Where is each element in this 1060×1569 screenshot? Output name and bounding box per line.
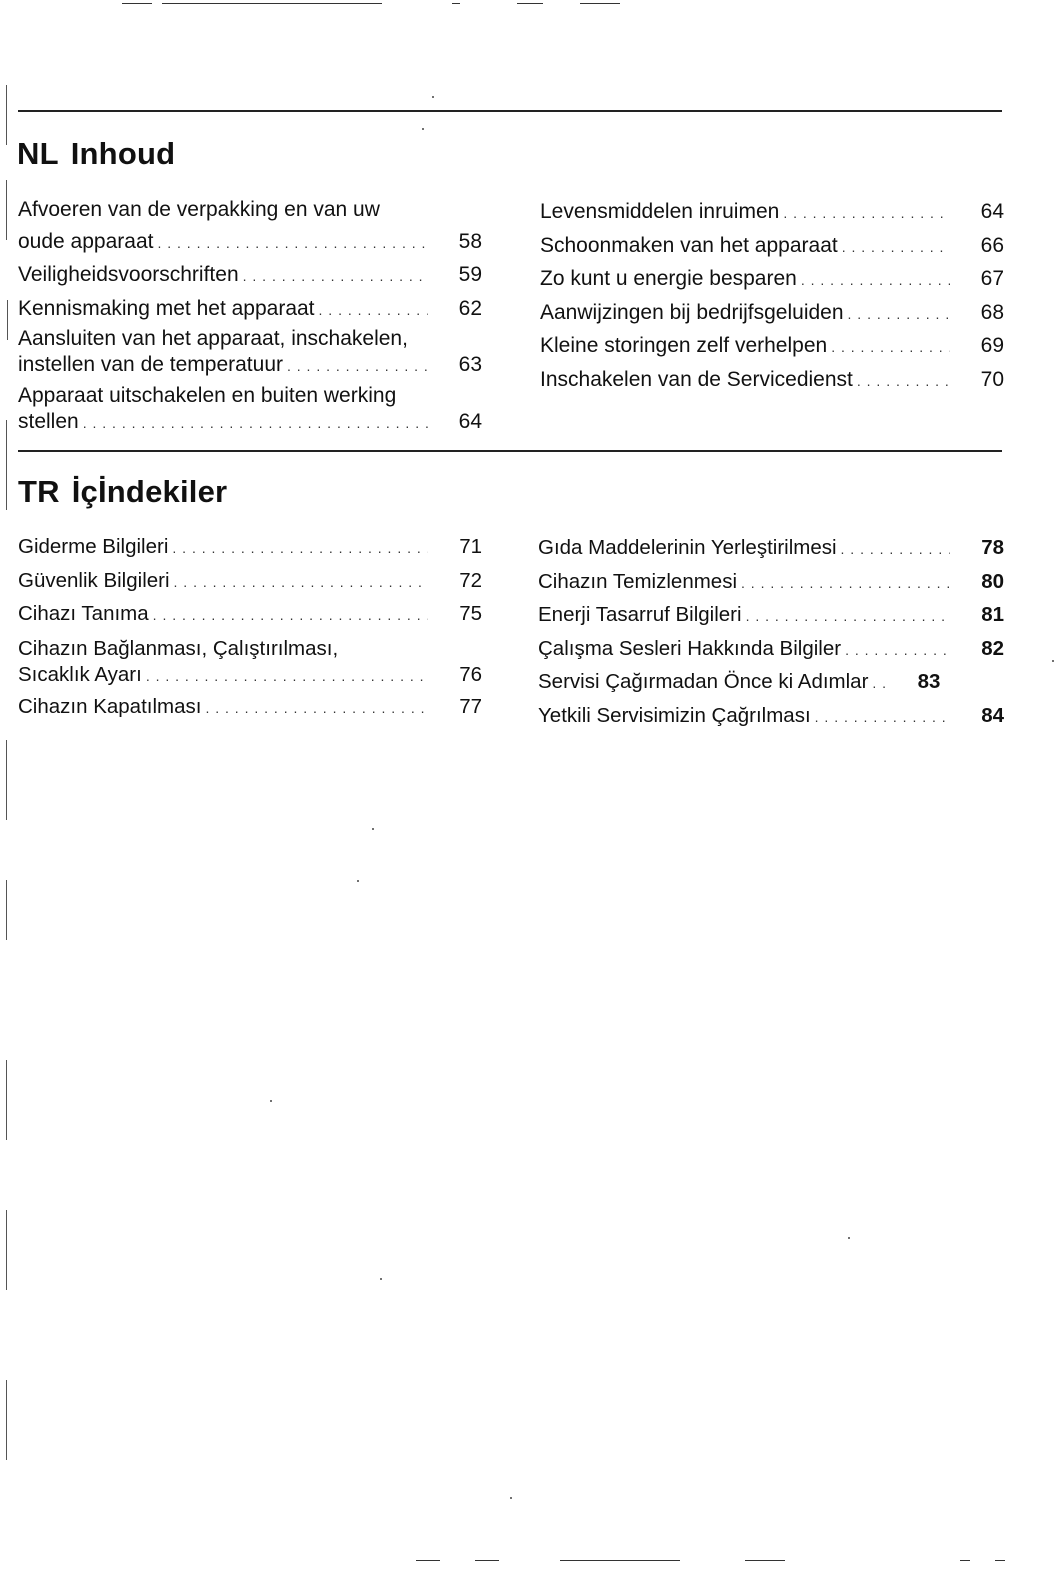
scan-speck — [510, 1497, 512, 1499]
toc-entry-title: Servisi Çağırmadan Önce ki Adımlar — [538, 670, 869, 693]
toc-column-left — [18, 531, 482, 724]
dot-leader — [842, 230, 950, 264]
toc-entry-line — [18, 259, 482, 293]
toc-entry-title: Cihazı Tanıma — [18, 602, 149, 625]
toc-page-number: 78 — [981, 536, 1004, 559]
scan-edge-mark — [995, 1560, 1005, 1561]
toc-entry-title: Afvoeren van de verpakking en van uw — [18, 198, 380, 221]
toc-entry-line — [538, 700, 1004, 734]
dot-leader — [83, 409, 428, 436]
scan-speck — [848, 1237, 850, 1239]
toc-entry-title: Zo kunt u energie besparen — [540, 267, 797, 290]
scan-edge-mark — [560, 1560, 680, 1561]
dot-leader — [741, 566, 950, 600]
toc-entry-title: Çalışma Sesleri Hakkında Bilgiler — [538, 636, 842, 660]
toc-entry[interactable] — [540, 263, 1004, 297]
dot-leader — [815, 700, 950, 734]
scan-margin-line — [6, 1380, 7, 1460]
toc-entry-title: instellen van de temperatuur — [18, 353, 283, 376]
scan-margin-line — [6, 740, 7, 820]
dot-leader — [319, 293, 428, 327]
toc-entry-title: Aansluiten van het apparaat, inschakelen, — [18, 327, 408, 350]
scan-margin-line — [6, 1210, 7, 1290]
dot-leader — [157, 226, 428, 260]
scan-margin-line — [7, 300, 8, 340]
section-title: İçİndekiler — [71, 474, 228, 509]
scan-speck — [1052, 660, 1054, 662]
toc-entry-title: Schoonmaken van het apparaat — [540, 233, 838, 257]
dot-leader — [172, 531, 428, 565]
scan-edge-mark — [162, 3, 382, 4]
toc-entry-line — [540, 297, 1004, 331]
toc-entry[interactable] — [540, 230, 1004, 264]
toc-entry[interactable] — [18, 531, 482, 565]
toc-entry[interactable] — [538, 566, 1004, 600]
dot-leader — [746, 599, 950, 633]
toc-entry-line — [18, 565, 482, 599]
toc-entry-title: Apparaat uitschakelen en buiten werking — [18, 384, 397, 407]
toc-entry-title: Giderme Bilgileri — [18, 535, 169, 558]
dot-leader — [153, 598, 428, 632]
toc-entry-line — [538, 633, 1004, 667]
language-code: NL — [17, 136, 59, 171]
toc-entry[interactable] — [538, 633, 1004, 667]
toc-entry[interactable] — [538, 599, 1004, 633]
section-title: Inhoud — [70, 136, 176, 171]
toc-entry-line — [18, 409, 482, 436]
dot-leader — [243, 259, 428, 293]
toc-entry-title: Kleine storingen zelf verhelpen — [540, 334, 828, 357]
toc-entry[interactable] — [538, 532, 1004, 566]
toc-entry[interactable] — [18, 598, 482, 632]
toc-entry[interactable] — [538, 700, 1004, 734]
toc-page-number: 75 — [459, 602, 482, 625]
toc-entry-line — [18, 352, 482, 379]
scan-margin-line — [6, 85, 7, 145]
toc-entry-line — [540, 263, 1004, 297]
toc-page-number: 84 — [981, 703, 1004, 727]
dot-leader — [174, 565, 428, 599]
dot-leader — [845, 633, 950, 667]
toc-page-number: 68 — [980, 300, 1004, 324]
toc-entry[interactable] — [18, 691, 482, 725]
toc-entry[interactable] — [18, 565, 482, 599]
scan-edge-mark — [745, 1560, 785, 1561]
section-heading-tr — [18, 472, 227, 512]
toc-entry-line — [540, 196, 1004, 230]
toc-page-number: 67 — [980, 267, 1004, 290]
toc-entry-line — [18, 598, 482, 632]
toc-column-right — [538, 532, 1004, 733]
toc-entry-title: Gıda Maddelerinin Yerleştirilmesi — [538, 536, 837, 559]
toc-entry[interactable] — [18, 293, 482, 327]
scan-speck — [357, 880, 359, 882]
toc-column-right — [540, 196, 1004, 397]
toc-entry-title: stellen — [18, 410, 79, 433]
toc-entry-title: Kennismaking met het apparaat — [18, 296, 315, 320]
toc-entry[interactable] — [538, 666, 1004, 700]
toc-column-left — [18, 194, 482, 436]
toc-entry[interactable] — [18, 194, 482, 259]
toc-entry-title: Aanwijzingen bij bedrijfsgeluiden — [540, 300, 844, 324]
dot-leader — [783, 196, 950, 230]
dot-leader — [205, 691, 428, 725]
toc-entry-line — [538, 532, 1004, 566]
dot-leader — [857, 364, 950, 398]
toc-entry-line — [538, 599, 1004, 633]
scan-margin-line — [6, 880, 7, 940]
section-divider — [18, 450, 1002, 452]
toc-entry-title: Inschakelen van de Servicedienst — [540, 367, 853, 391]
scan-edge-mark — [416, 1560, 440, 1561]
language-code: TR — [18, 474, 60, 509]
toc-page-number: 82 — [981, 636, 1004, 660]
scan-edge-mark — [122, 3, 152, 4]
toc-entry[interactable] — [540, 196, 1004, 230]
dot-leader — [146, 662, 428, 689]
toc-entry-title: Cihazın Temizlenmesi — [538, 569, 738, 593]
toc-entry-line — [538, 666, 1004, 700]
toc-page-number: 66 — [980, 233, 1004, 257]
toc-entry-title: Enerji Tasarruf Bilgileri — [538, 603, 742, 626]
toc-entry[interactable] — [540, 297, 1004, 331]
section-divider — [18, 110, 1002, 112]
section-heading-nl — [17, 134, 175, 174]
scan-speck — [432, 96, 434, 98]
toc-page-number: 83 — [917, 670, 941, 693]
scan-margin-line — [6, 1060, 7, 1140]
toc-entry[interactable] — [540, 330, 1004, 364]
scan-speck — [422, 128, 424, 130]
toc-page-number: 76 — [459, 662, 482, 686]
dot-leader — [872, 666, 886, 700]
scan-edge-mark — [452, 3, 460, 4]
toc-entry-line — [538, 566, 1004, 600]
toc-entry-title: Cihazın Kapatılması — [18, 694, 202, 718]
toc-entry-line — [540, 330, 1004, 364]
scan-margin-line — [6, 180, 7, 240]
dot-leader — [287, 352, 428, 379]
dot-leader — [841, 532, 950, 566]
toc-page-number: 59 — [458, 263, 482, 286]
scan-speck — [372, 828, 374, 830]
toc-entry[interactable] — [18, 326, 482, 379]
dot-leader — [801, 263, 950, 297]
toc-page-number: 70 — [980, 367, 1004, 391]
toc-page-number: 63 — [458, 353, 482, 376]
toc-page-number: 69 — [980, 334, 1004, 357]
scan-edge-mark — [475, 1560, 499, 1561]
toc-page-number: 58 — [458, 229, 482, 253]
toc-entry-line — [18, 531, 482, 565]
toc-page-number: 77 — [459, 694, 482, 718]
toc-entry-line — [18, 293, 482, 327]
toc-entry-title: Güvenlik Bilgileri — [18, 568, 170, 592]
dot-leader — [831, 330, 950, 364]
scan-edge-mark — [517, 3, 543, 4]
toc-entry-title: oude apparaat — [18, 229, 154, 253]
scan-edge-mark — [960, 1560, 970, 1561]
scan-edge-mark — [580, 3, 620, 4]
toc-entry[interactable] — [18, 259, 482, 293]
toc-page-number: 72 — [459, 568, 482, 592]
toc-entry-line — [18, 226, 482, 260]
toc-page-number: 64 — [458, 410, 482, 433]
toc-entry-title: Veiligheidsvoorschriften — [18, 263, 239, 286]
toc-page-number: 64 — [980, 200, 1004, 223]
scan-margin-line — [6, 420, 7, 510]
scan-speck — [380, 1278, 382, 1280]
toc-entry[interactable] — [540, 364, 1004, 398]
toc-entry-line — [540, 230, 1004, 264]
toc-entry-title: Sıcaklık Ayarı — [18, 662, 142, 686]
dot-leader — [848, 297, 950, 331]
toc-entry[interactable] — [18, 383, 482, 436]
toc-page-number: 81 — [981, 603, 1004, 626]
toc-entry-title: Yetkili Servisimizin Çağrılması — [538, 703, 811, 727]
toc-entry-line — [540, 364, 1004, 398]
toc-entry-title: Levensmiddelen inruimen — [540, 200, 780, 223]
scan-speck — [270, 1100, 272, 1102]
toc-entry[interactable] — [18, 636, 482, 689]
toc-page-number: 80 — [981, 569, 1004, 593]
toc-entry-title: Cihazın Bağlanması, Çalıştırılması, — [18, 636, 339, 660]
toc-page-number: 71 — [459, 535, 482, 558]
toc-entry-line — [18, 691, 482, 725]
toc-page-number: 62 — [458, 296, 482, 320]
toc-entry-line — [18, 662, 482, 689]
